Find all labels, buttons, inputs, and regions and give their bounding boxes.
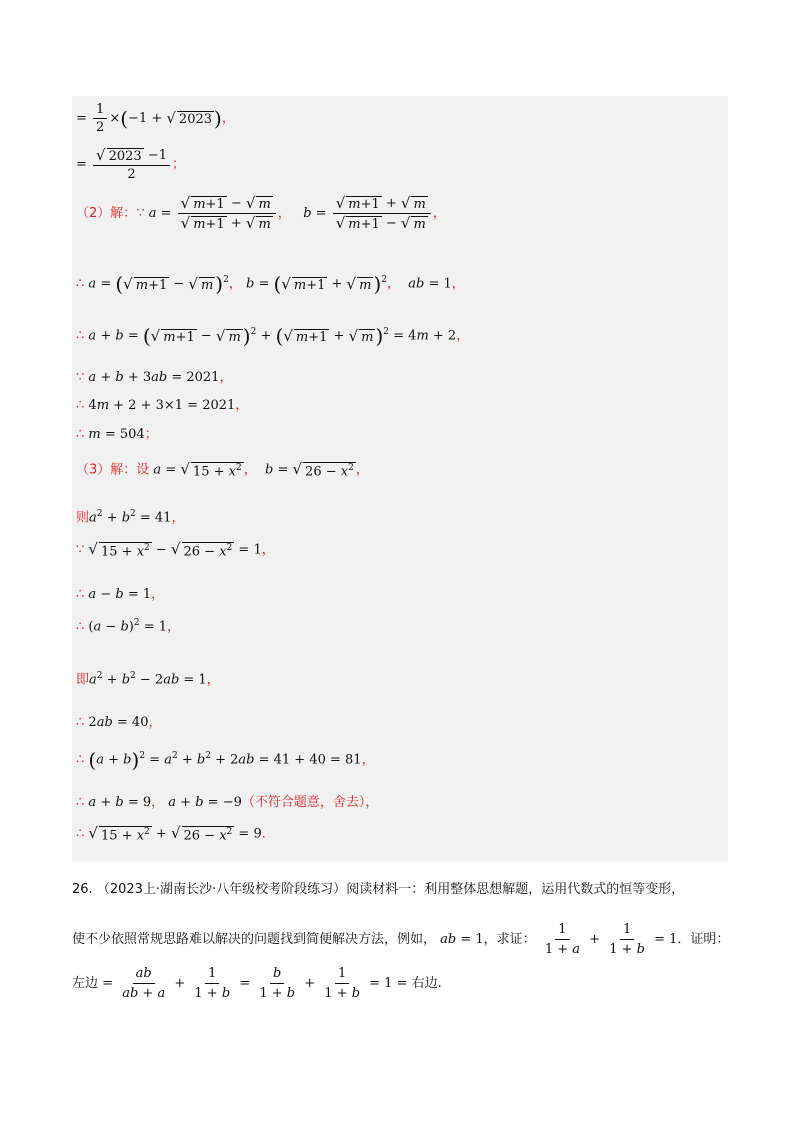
solution-part-2-given: （2）解：∵ a = √ m+1 − √ m √ m+1 + √ m ， b = √ m+1 + √ m √ m+1 − √ m ， [76,194,446,232]
proof-steps: = $\frac{ab}{ab + a}$ + $\frac{1}{1 + b}$ = $\frac{b}{1 + b}$ + $\frac{1}{1 + b}$ = 1 = [102,966,412,1001]
solution-line-a-minus-b: ∴ a − b = 1， [76,587,165,602]
solution-line-substitute: ∴ 4m + 2 + 3×1 = 2021， [76,398,249,413]
solution-line-sum: ∴ a + b = ( √ m+1 − √ m )$^2$ + ( √ m+1 + √ m )$^2$ = 4m + 2， [76,324,470,348]
problem-26-line-2: 使不少依照常规思路难以解决的问题找到简便解决方法，例如， ab = 1，求证： $\frac{1}{1 + a}$ + $\frac{1}{1 + b}$ = 1．证明： [72,922,730,957]
proof-equation: $\frac{1}{1 + a}$ + $\frac{1}{1 + b}$ = 1 [544,922,678,957]
solution-line-given-2021: ∵ a + b + 3ab = 2021， [76,370,233,385]
solution-line-ab: ∴ a = ( √ m+1 − √ m )$^2$， b = ( √ m+1 + √ m )$^2$， ab = 1， [76,272,465,296]
solution-line-1: = $\frac{1}{2}$ ×(−1 + √ 2023 )， [76,102,235,135]
solution-line-sum-squared: ∴ $(a + b)^2 = a^2 + b^2 + 2ab = 41 + 40 = 81$， [76,748,375,772]
solution-line-diff-squared: ∴ $(a - b)^2 = 1$， [76,618,181,635]
solution-line-roots: ∴ a + b = 9， a + b = −9（不符合题意，舍去）， [76,795,379,810]
problem-number: 26. [72,882,93,897]
solution-line-radical-diff: ∵ √ $15 + x^2$ − √ $26 - x^2$ = 1， [76,540,275,560]
solution-part-3-set: （3）解：设 a = √ $15 + x^2$ ， b = √ $26 - x^2$ ， [76,460,369,480]
problem-26-line-1 [72,878,684,897]
solution-line-m: ∴ m = 504； [76,427,158,442]
solution-line-2ab: ∴ 2ab = 40， [76,715,162,730]
problem-26-line-3: 左边 = $\frac{ab}{ab + a}$ + $\frac{1}{1 + b}$ = $\frac{b}{1 + b}$ + $\frac{1}{1 + b}$ = 1 = 右边. [72,966,442,1001]
solution-line-expand: 即$a^2 + b^2 - 2ab = 1$， [76,671,220,688]
problem-line-1-text: 阅读材料一：利用整体思想解题，运用代数式的恒等变形， [346,882,685,897]
problem-source: （2023上·湖南长沙·八年级校考阶段练习） [96,882,347,897]
solution-line-squares: 则$a^2 + b^2 = 41$， [76,509,185,526]
solution-line-final: ∴ √ $15 + x^2$ + √ $26 - x^2$ = 9. [76,824,266,844]
solution-line-2: = √ 2023 −1 2 ； [76,146,185,182]
